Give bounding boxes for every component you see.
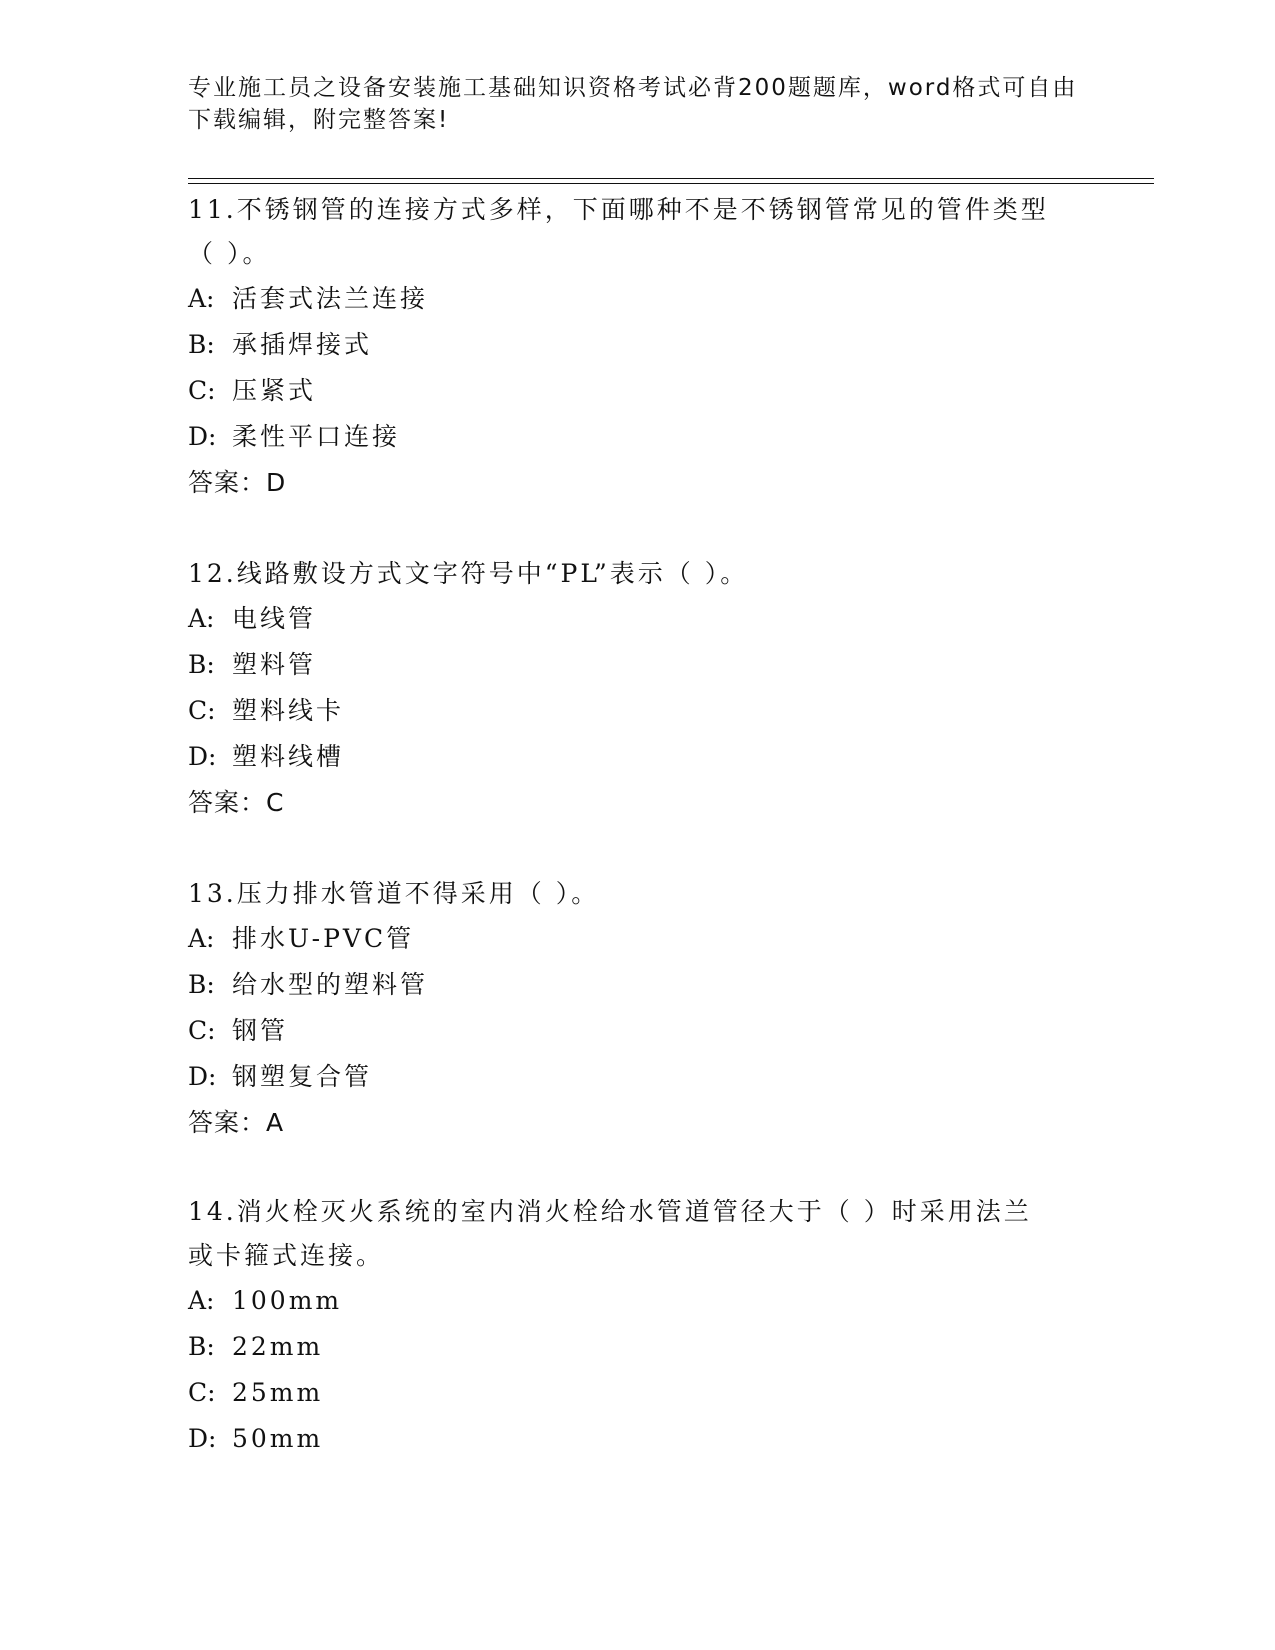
option-label: A: [188, 284, 215, 313]
option-text: 活套式法兰连接 [232, 284, 429, 313]
option-text: 100mm [232, 1286, 343, 1315]
option-label: C: [188, 376, 216, 405]
question-stem-continued: 或卡箍式连接。 [188, 1241, 385, 1270]
header-divider-bottom [188, 183, 1154, 184]
option-label: C: [188, 1016, 216, 1045]
option-label: A: [188, 1286, 215, 1315]
option-text: 电线管 [232, 604, 317, 633]
option-text: 塑料管 [232, 650, 317, 679]
option-a [188, 916, 1088, 962]
option-d [188, 1054, 1088, 1100]
option-text: 50mm [232, 1424, 324, 1453]
option-label: A: [188, 604, 215, 633]
option-label: B: [188, 330, 215, 359]
option-text: 塑料线卡 [232, 696, 345, 725]
question-stem: 13.压力排水管道不得采用（ ）。 [188, 879, 600, 908]
answer: 答案：D [188, 468, 287, 497]
document-header [188, 72, 1088, 136]
option-a [188, 596, 1088, 642]
option-label: B: [188, 970, 215, 999]
option-label: B: [188, 1332, 215, 1361]
question-13 [188, 872, 1088, 1146]
option-text: 承插焊接式 [232, 330, 373, 359]
option-label: B: [188, 650, 215, 679]
option-a [188, 276, 1088, 322]
option-b [188, 642, 1088, 688]
question-stem: 11.不锈钢管的连接方式多样，下面哪种不是不锈钢管常见的管件类型 [188, 195, 1049, 224]
option-a [188, 1278, 1088, 1324]
question-11 [188, 188, 1088, 506]
option-text: 22mm [232, 1332, 324, 1361]
option-label: D: [188, 1062, 217, 1091]
option-label: C: [188, 696, 216, 725]
option-label: C: [188, 1378, 216, 1407]
option-b [188, 1324, 1088, 1370]
header-line-2: 下载编辑，附完整答案! [188, 107, 450, 133]
option-b [188, 322, 1088, 368]
option-text: 塑料线槽 [232, 742, 345, 771]
option-d [188, 734, 1088, 780]
option-text: 给水型的塑料管 [232, 970, 429, 999]
option-label: A: [188, 924, 215, 953]
header-line-1: 专业施工员之设备安装施工基础知识资格考试必背200题题库，word格式可自由 [188, 75, 1078, 101]
header-divider-top [188, 178, 1154, 179]
option-text: 压紧式 [232, 376, 317, 405]
option-text: 钢管 [232, 1016, 289, 1045]
option-c [188, 688, 1088, 734]
question-stem-continued: （ ）。 [188, 239, 271, 268]
answer: 答案：A [188, 1108, 285, 1137]
option-label: D: [188, 422, 217, 451]
option-b [188, 962, 1088, 1008]
option-c [188, 1370, 1088, 1416]
question-12 [188, 552, 1088, 826]
option-label: D: [188, 742, 217, 771]
question-14 [188, 1190, 1088, 1462]
option-text: 排水U-PVC管 [232, 924, 415, 953]
option-d [188, 414, 1088, 460]
answer: 答案：C [188, 788, 285, 817]
option-text: 钢塑复合管 [232, 1062, 373, 1091]
option-d [188, 1416, 1088, 1462]
question-stem: 12.线路敷设方式文字符号中“PL”表示（ ）。 [188, 559, 749, 588]
option-text: 柔性平口连接 [232, 422, 401, 451]
option-c [188, 368, 1088, 414]
option-text: 25mm [232, 1378, 324, 1407]
option-label: D: [188, 1424, 217, 1453]
question-stem: 14.消火栓灭火系统的室内消火栓给水管道管径大于（ ）时采用法兰 [188, 1197, 1032, 1226]
option-c [188, 1008, 1088, 1054]
